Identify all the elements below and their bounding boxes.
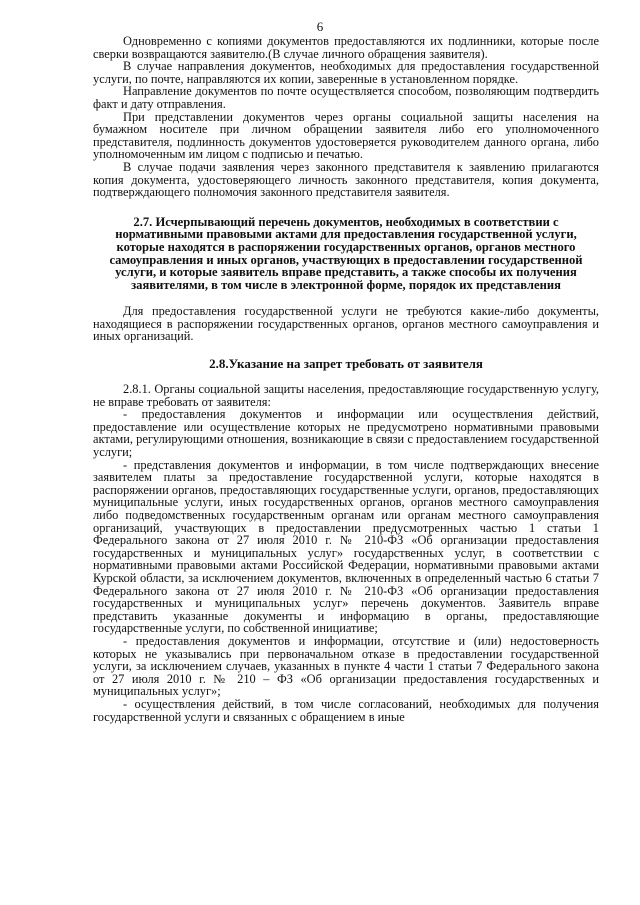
- paragraph: В случае подачи заявления через законного представителя к заявлению прилагаются копия документа, удостоверяющего личность законного представителя, копия документа, подтверждающего полномочия законного представителя заявителя.: [93, 159, 599, 200]
- paragraph: В случае направления документов, необходимых для предоставления государственной услуги, по почте, направляются их копии, заверенные в установленном порядке.: [93, 59, 599, 86]
- section-heading-2-7: 2.7. Исчерпывающий перечень документов, необходимых в соответствии с нормативными правовыми актами для предоставления государственной услуги, которые находятся в распоряжении государственных органов, органов местного самоуправления и иных органов, участвующих в предоставлении государственной услуги, и которые заявитель вправе представить, а также способы их получения заявителями, в том числе в электронной форме, порядок их представления: [109, 214, 583, 292]
- section-heading-2-8: 2.8.Указание на запрет требовать от заявителя: [209, 356, 483, 372]
- paragraph: При представлении документов через органы социальной защиты населения на бумажном носителе при личном обращении заявителя либо его уполномоченного представителя, подлинность документов удостоверяется руководителем данного органа, либо уполномоченным им лицом с подписью и печатью.: [93, 109, 599, 162]
- document-body: [93, 35, 599, 723]
- paragraph: Для предоставления государственной услуги не требуются какие-либо документы, находящиеся в распоряжении государственных органов, органов местного самоуправления и иных организаций.: [93, 304, 599, 344]
- list-item: - предоставления документов и информации, отсутствие и (или) недостоверность которых не указывались при первоначальном отказе в предоставлении государственной услуги, за исключением случаев, указанных в пункте 4 части 1 статьи 7 Федерального закона от 27 июля 2010 г. № 210 – ФЗ «Об организации предоставления государственных и муниципальных услуг»;: [93, 633, 599, 699]
- list-item: - предоставления документов и информации или осуществления действий, предоставление или осуществление которых не предусмотрено нормативными правовыми актами, регулирующими отношения, возникающие в связи с предоставлением государственной услуги;: [93, 407, 599, 460]
- list-item: - осуществления действий, в том числе согласований, необходимых для получения государственной услуги и связанных с обращением в иные: [93, 696, 599, 724]
- page-number: 6: [316, 19, 324, 34]
- paragraph: Одновременно с копиями документов предоставляются их подлинники, которые после сверки возвращаются заявителю.(В случае личного обращения заявителя).: [93, 34, 599, 61]
- paragraph: 2.8.1. Органы социальной защиты населения, предоставляющие государственную услугу, не вправе требовать от заявителя:: [93, 382, 599, 409]
- list-item: - представления документов и информации, в том числе подтверждающих внесение заявителем платы за предоставление государственной услуги, которые находятся в распоряжении органов, предоставляющих государственные услуги, органов, предоставляющих муниципальные услуги, иных государственных органов, органов местного самоуправления либо подведомственных государственным органам или органам местного самоуправления организаций, участвующих в предоставлении предусмотренных частью 1 статьи 1 Федерального закона от 27 июля 2010 г. № 210-ФЗ «Об организации предоставления государственных и муниципальных услуг» государственных услуг, в соответствии с нормативными правовыми актами Российской Федерации, нормативными правовыми актами Курской области, за исключением документов, включенных в определенный частью 6 статьи 7 Федерального закона от 27 июля 2010 г. № 210-ФЗ «Об организации предоставления государственных и муниципальных услуг» перечень документов. Заявитель вправе представить указанные документы и информацию в органы, предоставляющие государственные услуги, по собственной инициативе;: [93, 457, 599, 636]
- paragraph: Направление документов по почте осуществляется способом, позволяющим подтвердить факт и дату отправления.: [93, 84, 599, 111]
